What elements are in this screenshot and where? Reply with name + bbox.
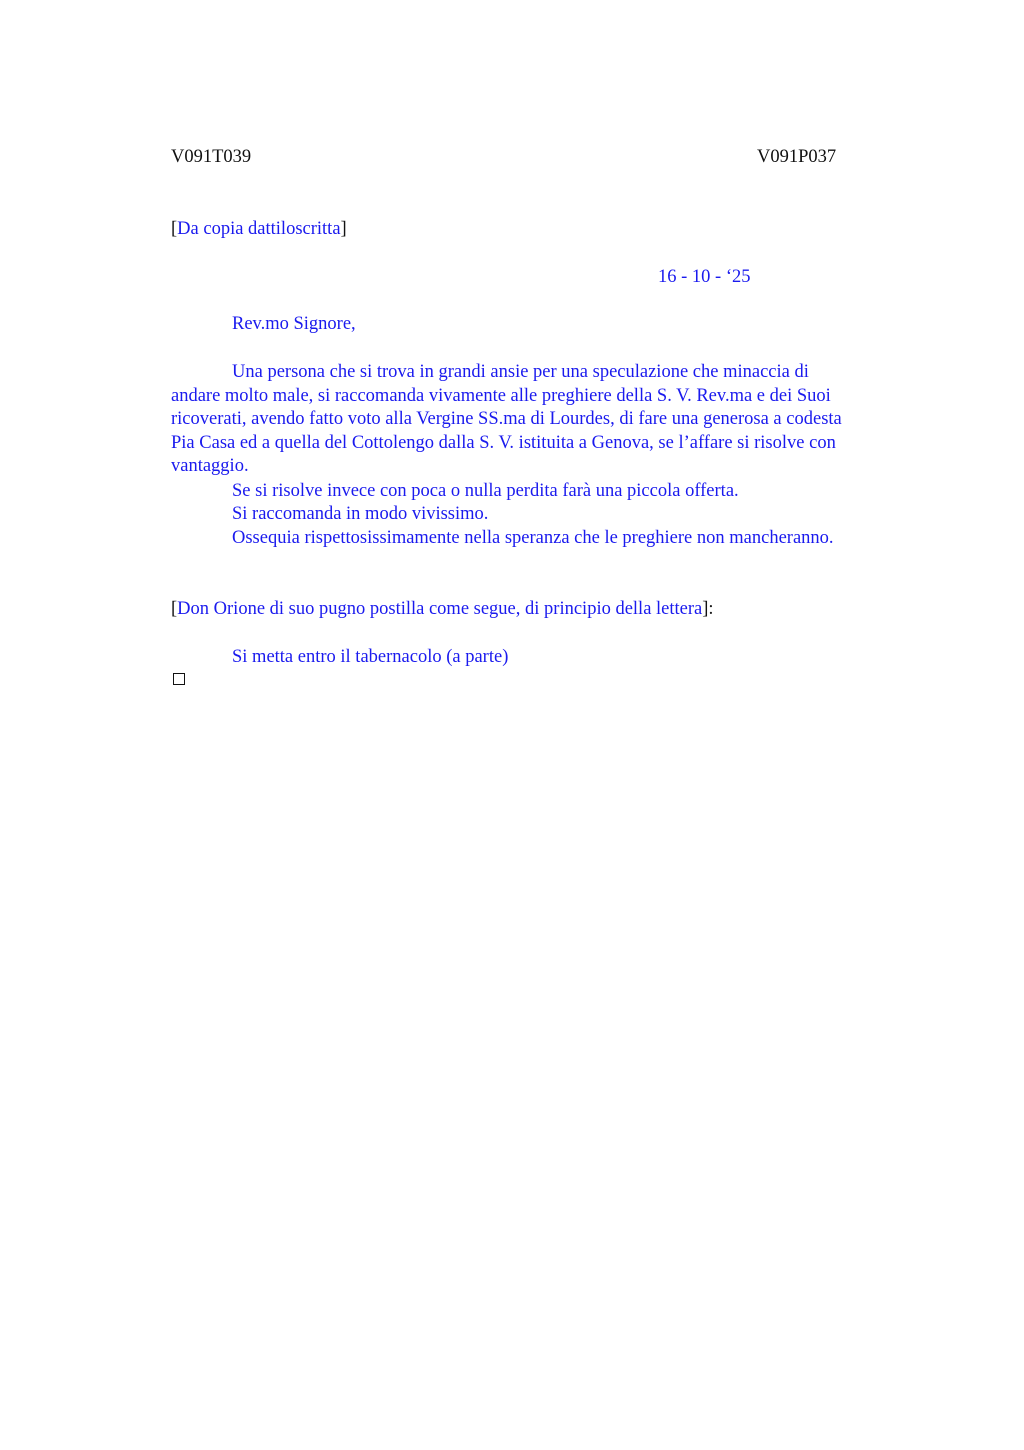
body-line: vantaggio. xyxy=(171,456,249,476)
header-left-code: V091T039 xyxy=(171,147,252,167)
body-line: andare molto male, si raccomanda vivamente alle preghiere della S. V. Rev.ma e dei Suoi xyxy=(171,385,831,406)
body-line: Pia Casa ed a quella del Cottolengo dalla S. V. istituita a Genova, se l’affare si risolve con xyxy=(171,432,836,453)
paragraph-closing: Ossequia rispettosissimamente nella speranza che le preghiere non mancheranno. xyxy=(232,528,834,548)
annotation-note-text: Don Orione di suo pugno postilla come segue, di principio della lettera xyxy=(177,599,703,619)
salutation: Rev.mo Signore, xyxy=(232,314,356,334)
source-note-text: Da copia dattiloscritta xyxy=(177,219,341,239)
source-note-open-bracket: [ xyxy=(171,219,178,239)
paragraph-offer: Se si risolve invece con poca o nulla perdita farà una piccola offerta. xyxy=(232,481,739,501)
annotation-note xyxy=(171,598,714,622)
body-line: ricoverati, avendo fatto voto alla Vergine SS.ma di Lourdes, di fare una generosa a codesta xyxy=(171,409,842,429)
source-note-close-bracket: ] xyxy=(340,219,347,239)
source-note xyxy=(171,218,347,242)
annotation-note-close-bracket: ]: xyxy=(702,599,714,619)
letter-body-paragraph xyxy=(171,361,931,479)
annotation-text: Si metta entro il tabernacolo (a parte) xyxy=(232,647,509,667)
checkbox-icon xyxy=(173,673,185,685)
letter-date: 16 - 10 - ‘25 xyxy=(658,267,751,287)
body-line: Una persona che si trova in grandi ansie per una speculazione che minaccia di xyxy=(232,362,809,382)
header-right-code: V091P037 xyxy=(757,147,837,167)
paragraph-recommend: Si raccomanda in modo vivissimo. xyxy=(232,504,489,524)
annotation-note-open-bracket: [ xyxy=(171,599,178,619)
